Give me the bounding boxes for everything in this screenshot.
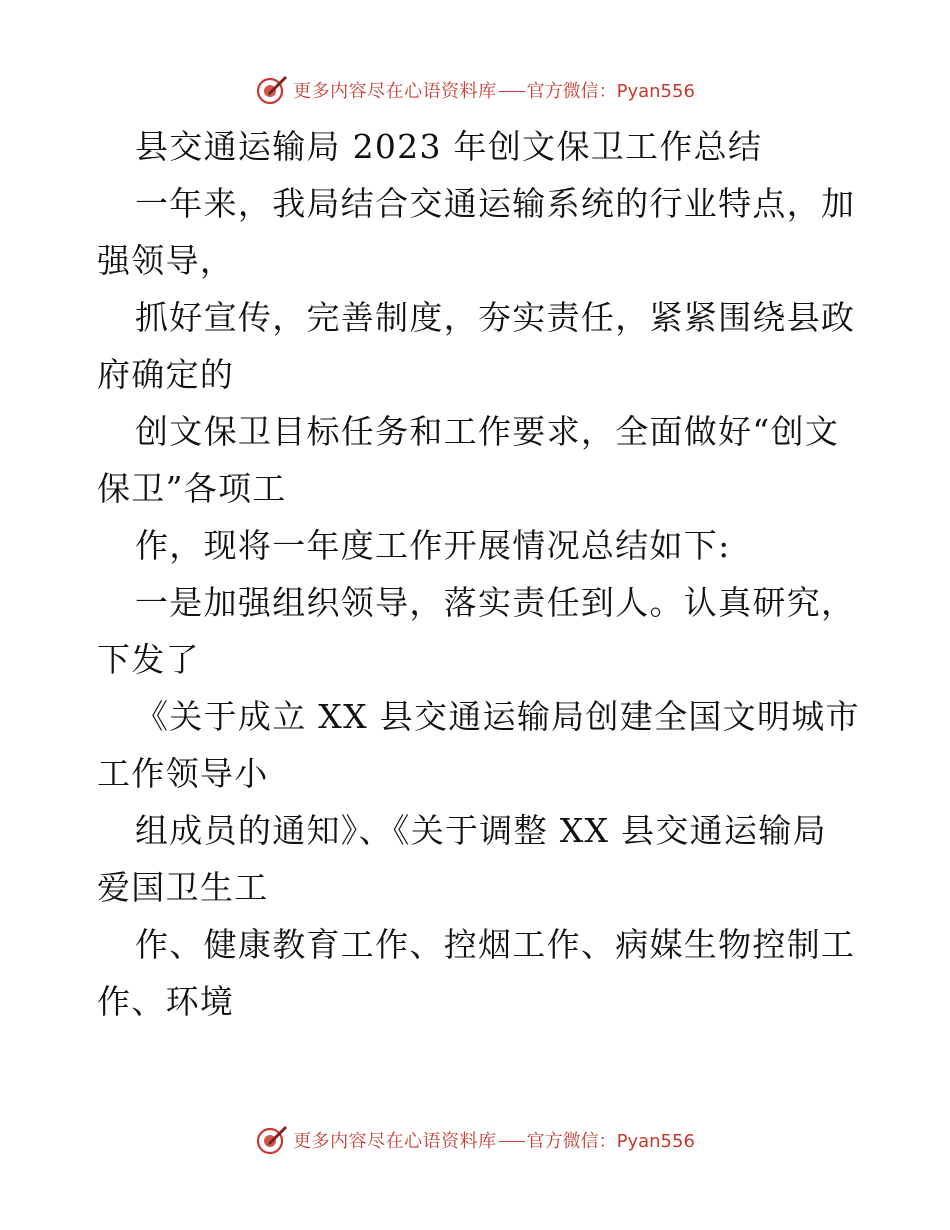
paragraph-line: 抓好宣传，完善制度，夯实责任，紧紧围绕县政 (135, 298, 856, 337)
paragraph-line: 作，现将一年度工作开展情况总结如下: (135, 526, 731, 565)
watermark-footer (0, 1120, 950, 1160)
watermark-header (0, 70, 950, 110)
paragraph-line: 保卫”各项工 (97, 469, 287, 508)
paragraph-line: 作、健康教育工作、控烟工作、病媒生物控制工 (135, 925, 856, 964)
paragraph-line: 府确定的 (97, 355, 235, 394)
paragraph-line: 下发了 (97, 640, 200, 679)
document-body (97, 118, 860, 1030)
watermark-sub-text: 官方微信：Pyan556 (526, 81, 695, 102)
watermark-dash (499, 1141, 525, 1142)
document-title: 县交通运输局 2023 年创文保卫工作总结 (135, 127, 763, 166)
pen-logo-icon (255, 73, 289, 107)
paragraph-line: 强领导， (97, 241, 235, 280)
watermark-main-text: 更多内容尽在心语资料库 (293, 1131, 497, 1152)
paragraph-line: 爱国卫生工 (97, 868, 269, 907)
paragraph-line: 创文保卫目标任务和工作要求，全面做好“创文 (135, 412, 840, 451)
watermark-main-text: 更多内容尽在心语资料库 (293, 81, 497, 102)
watermark-dash (499, 91, 525, 92)
paragraph-line: 一年来，我局结合交通运输系统的行业特点，加 (135, 184, 856, 223)
paragraph-line: 一是加强组织领导，落实责任到人。认真研究， (135, 583, 856, 622)
paragraph-line: 《关于成立 XX 县交通运输局创建全国文明城市 (135, 697, 860, 736)
watermark-sub-text: 官方微信：Pyan556 (526, 1131, 695, 1152)
pen-logo-icon (255, 1123, 289, 1157)
paragraph-line: 工作领导小 (97, 754, 269, 793)
paragraph-line: 作、环境 (97, 982, 235, 1021)
paragraph-line: 组成员的通知》、《关于调整 XX 县交通运输局 (135, 811, 827, 850)
